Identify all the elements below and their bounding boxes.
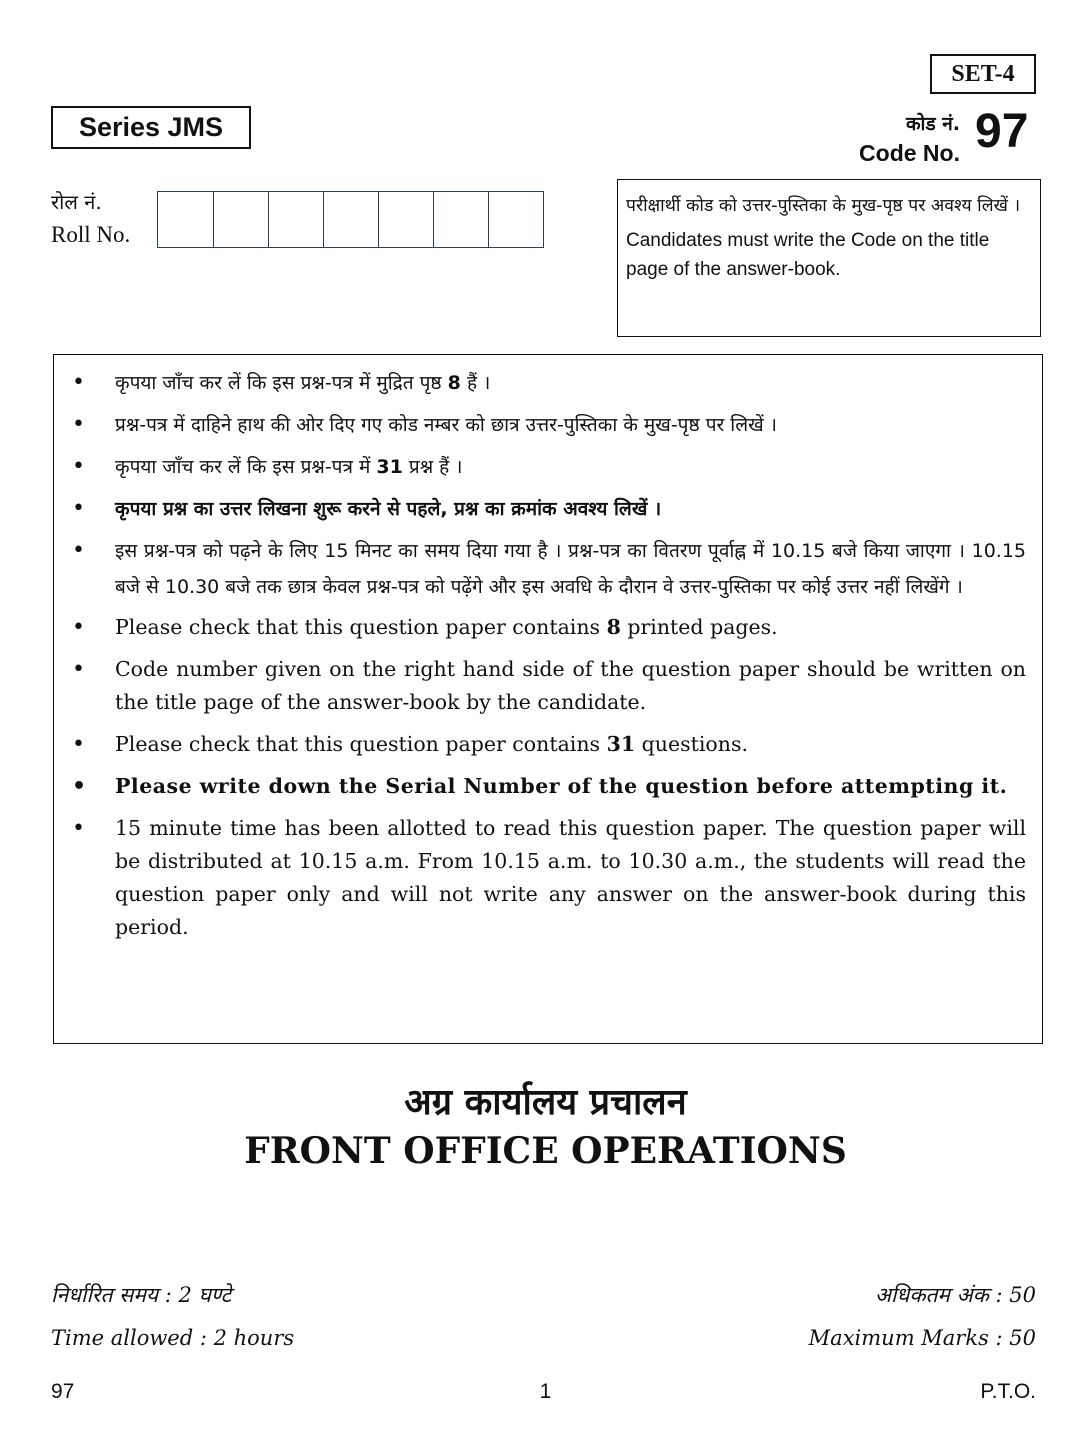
set-label: SET-4 [930, 54, 1036, 94]
instruction-text: कृपया जाँच कर लें कि इस प्रश्न-पत्र में मुद्रित पृष्ठ [115, 372, 448, 394]
pto-label: P.T.O. [980, 1380, 1036, 1403]
roll-number-cell[interactable] [268, 192, 323, 247]
instruction-bold: 8 [447, 372, 461, 394]
time-allowed-english: Time allowed : 2 hours [51, 1326, 295, 1350]
instruction-item [70, 449, 1026, 485]
roll-number-cell[interactable] [378, 192, 433, 247]
instructions-box [53, 354, 1043, 1044]
instruction-bold: Please write down the Serial Number of the question before attempting it. [115, 774, 1008, 798]
instruction-bold: 8 [606, 615, 621, 639]
instruction-text: 15 minute time has been allotted to read this question paper. The question paper will be distributed at 10.15 a.m. From 10.15 a.m. to 10.30 a.m., the students will read the question paper only and will not write any answer on the answer-book during this period. [115, 816, 1026, 939]
roll-number-cell[interactable] [323, 192, 378, 247]
page-number: 1 [539, 1380, 552, 1403]
instruction-item [70, 407, 1026, 443]
instruction-text: Please check that this question paper contains [115, 615, 607, 639]
time-allowed-hindi: निर्धारित समय : 2 घण्टे [51, 1283, 232, 1307]
candidate-note-box [617, 179, 1041, 337]
instruction-text: कृपया जाँच कर लें कि इस प्रश्न-पत्र में [115, 456, 377, 478]
code-label-hindi: कोड नं. [905, 113, 960, 135]
series-label: Series JMS [51, 106, 251, 149]
instruction-bold: कृपया प्रश्न का उत्तर लिखना शुरू करने से पहले, प्रश्न का क्रमांक अवश्य लिखें । [115, 498, 662, 520]
instruction-item [70, 533, 1026, 605]
instruction-text: प्रश्न हैं । [402, 456, 463, 478]
code-number: 97 [975, 105, 1029, 158]
maximum-marks-hindi: अधिकतम अंक : 50 [874, 1283, 1036, 1307]
instructions-list [70, 365, 1026, 944]
instruction-text: questions. [635, 732, 748, 756]
code-label-english: Code No. [859, 140, 960, 166]
instruction-item [70, 365, 1026, 401]
instruction-item [70, 770, 1026, 803]
subject-title-hindi: अग्र कार्यालय प्रचालन [404, 1082, 687, 1123]
roll-label-hindi: रोल नं. [51, 190, 102, 214]
instruction-text: printed pages. [620, 615, 778, 639]
instruction-item [70, 491, 1026, 527]
roll-label-english: Roll No. [51, 222, 131, 247]
footer-code: 97 [51, 1380, 75, 1403]
roll-number-cell[interactable] [213, 192, 268, 247]
candidate-note-hindi: परीक्षार्थी कोड को उत्तर-पुस्तिका के मुख-पृष्ठ पर अवश्य लिखें । [626, 196, 1021, 216]
candidate-note-english: Candidates must write the Code on the title page of the answer-book. [626, 230, 990, 280]
instruction-item [70, 728, 1026, 761]
instruction-text: Code number given on the right hand side of the question paper should be written on the title page of the answer-book by the candidate. [115, 657, 1026, 714]
maximum-marks-english: Maximum Marks : 50 [808, 1326, 1036, 1350]
subject-title-english: FRONT OFFICE OPERATIONS [244, 1130, 847, 1172]
instruction-text: Please check that this question paper contains [115, 732, 607, 756]
roll-number-cell[interactable] [433, 192, 488, 247]
roll-number-boxes [157, 191, 544, 248]
instruction-item [70, 611, 1026, 644]
roll-number-cell[interactable] [158, 192, 213, 247]
instruction-text: प्रश्न-पत्र में दाहिने हाथ की ओर दिए गए कोड नम्बर को छात्र उत्तर-पुस्तिका के मुख-पृष्ठ पर लिखें । [115, 414, 777, 436]
instruction-bold: 31 [606, 732, 636, 756]
instruction-text: हैं । [460, 372, 491, 394]
instruction-text: इस प्रश्न-पत्र को पढ़ने के लिए 15 मिनट का समय दिया गया है । प्रश्न-पत्र का वितरण पूर्वाह्न में 10.15 बजे किया जाएगा । 10.15 बजे से 10.30 बजे तक छात्र केवल प्रश्न-पत्र को पढ़ेंगे और इस अवधि के दौरान वे उत्तर-पुस्तिका पर कोई उत्तर नहीं लिखेंगे । [115, 540, 1026, 598]
instruction-item [70, 653, 1026, 719]
instruction-item [70, 812, 1026, 944]
instruction-bold: 31 [376, 456, 403, 478]
roll-number-cell[interactable] [488, 192, 543, 247]
